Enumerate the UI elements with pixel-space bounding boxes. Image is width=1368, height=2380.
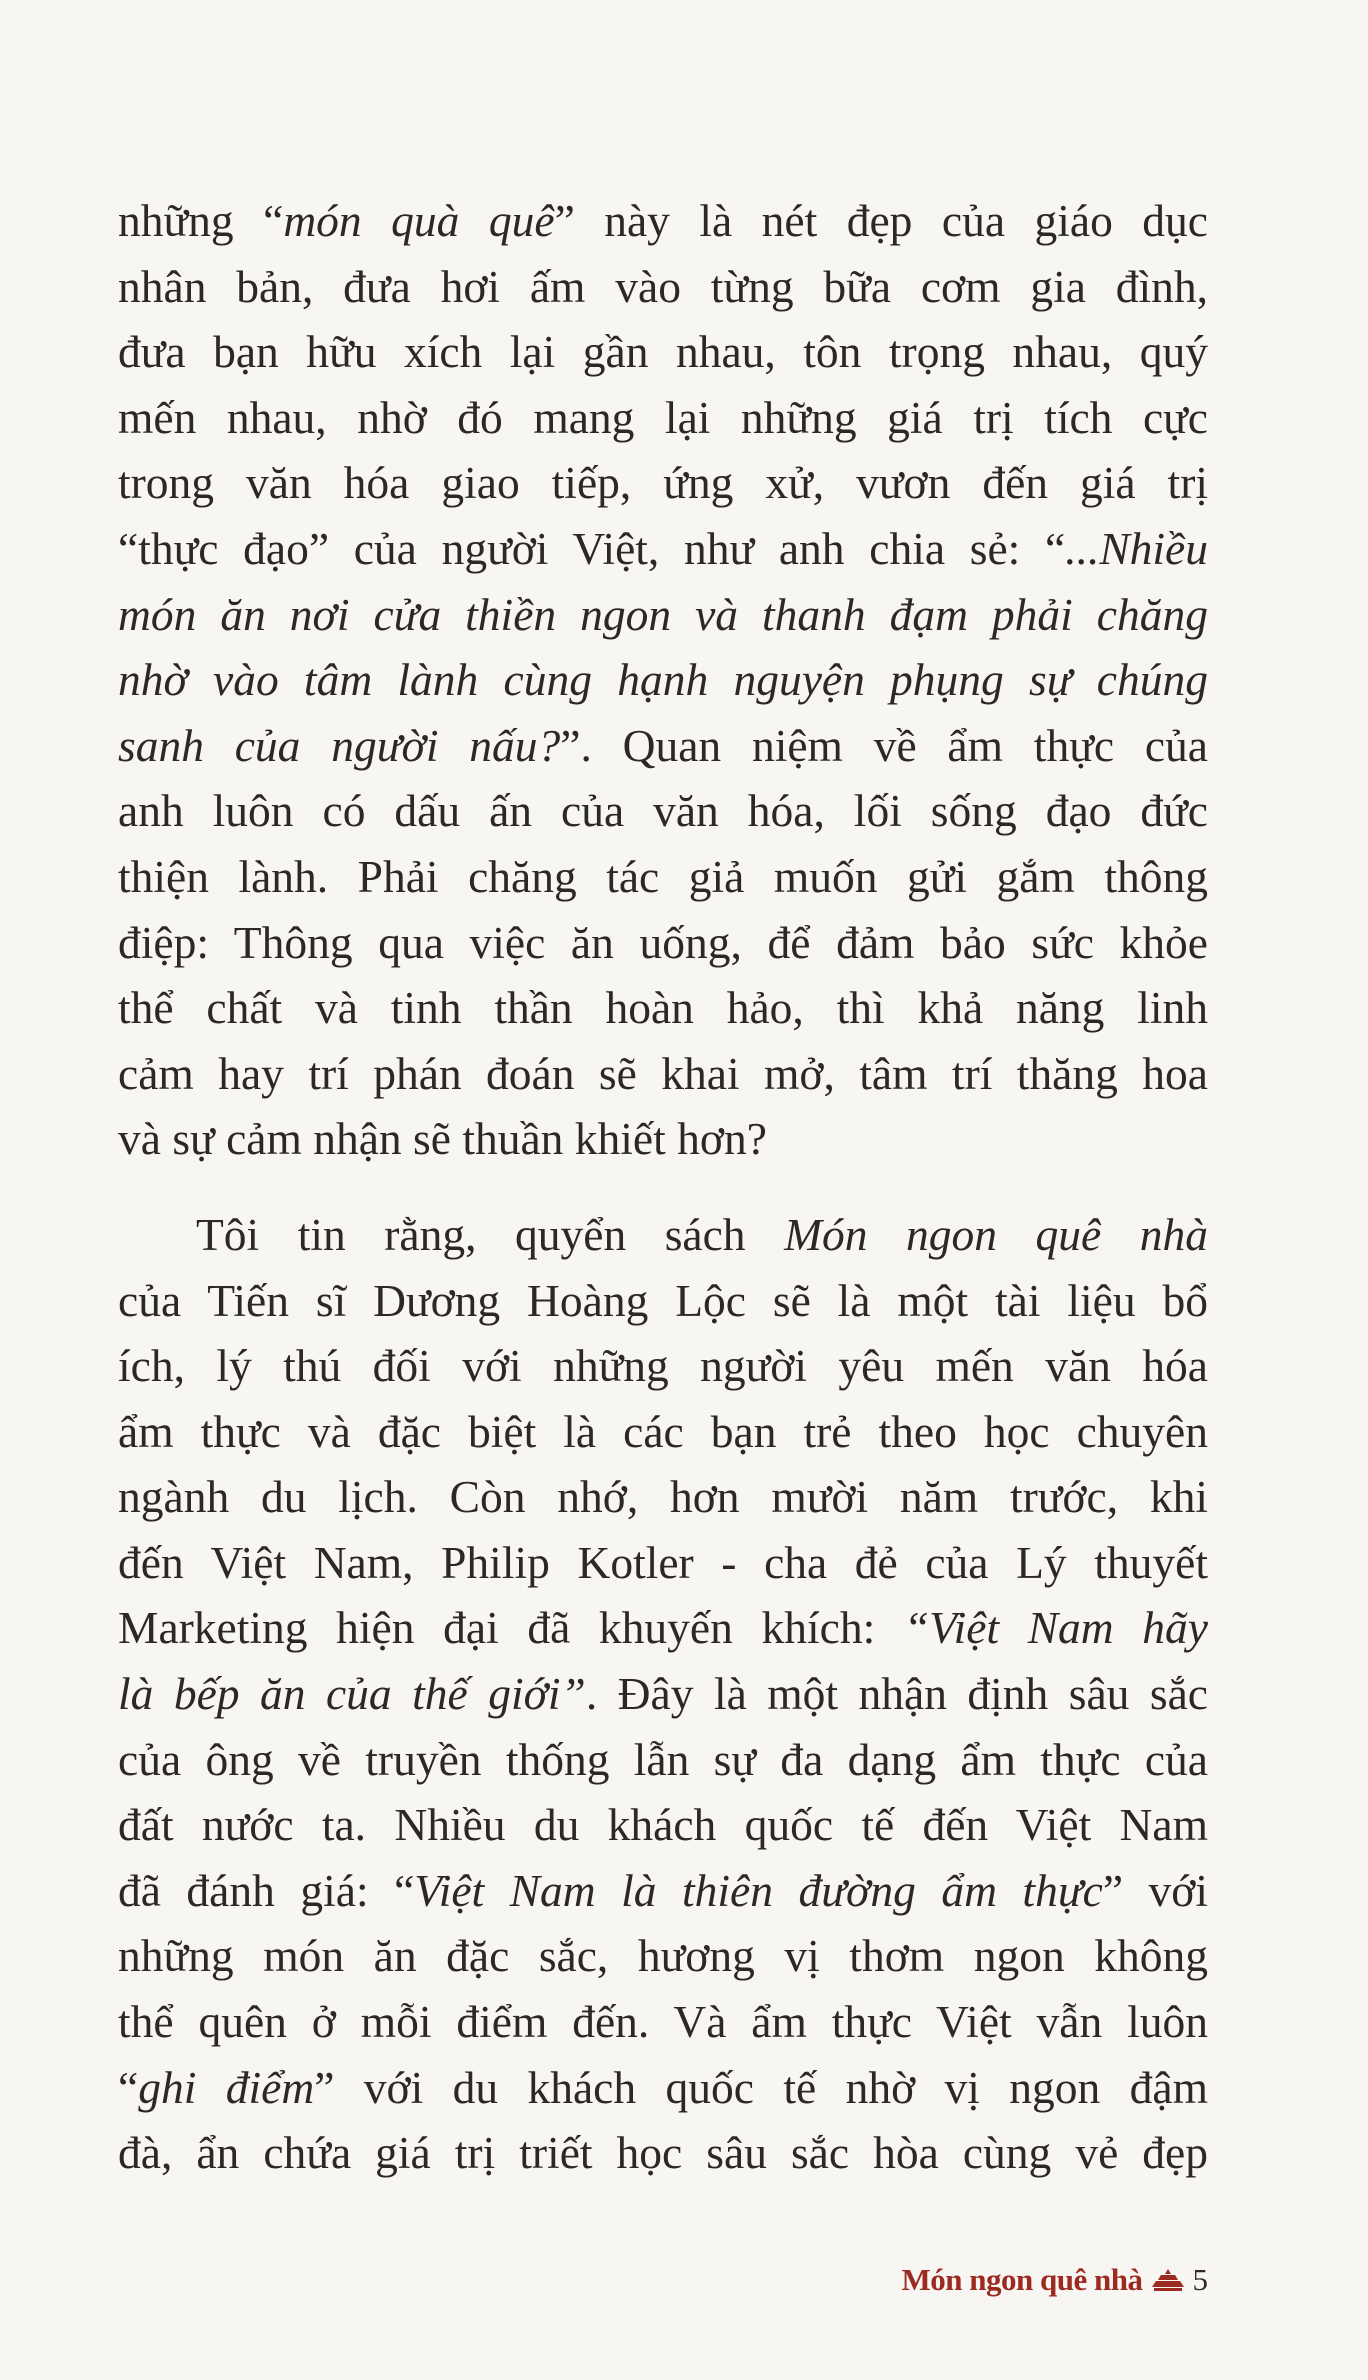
text-line: Marketing hiện đại đã khuyến khích: “Việt Nam hãy [118,1602,1208,1654]
text-line: thể chất và tinh thần hoàn hảo, thì khả năng linh [118,982,1208,1034]
text-line: mến nhau, nhờ đó mang lại những giá trị tích cực [118,391,1208,443]
text-line: đất nước ta. Nhiều du khách quốc tế đến Việt Nam [118,1799,1208,1851]
text-line: trong văn hóa giao tiếp, ứng xử, vươn đến giá trị [118,457,1208,509]
text-line: ngành du lịch. Còn nhớ, hơn mười năm trước, khi [118,1471,1208,1523]
text-line: đưa bạn hữu xích lại gần nhau, tôn trọng nhau, quý [118,326,1208,378]
paragraph-2 [118,1202,1208,2186]
text-line: Tôi tin rằng, quyển sách Món ngon quê nhà [196,1208,1208,1260]
text-line: món ăn nơi cửa thiền ngon và thanh đạm phải chăng [118,588,1208,640]
text-line: nhân bản, đưa hơi ấm vào từng bữa cơm gia đình, [118,260,1208,312]
text-line: ẩm thực và đặc biệt là các bạn trẻ theo học chuyên [118,1405,1208,1457]
text-line: của Tiến sĩ Dương Hoàng Lộc sẽ là một tài liệu bổ [118,1274,1208,1326]
text-line: cảm hay trí phán đoán sẽ khai mở, tâm trí thăng hoa [118,1047,1208,1099]
text-line: ích, lý thú đối với những người yêu mến văn hóa [118,1340,1208,1392]
text-line: của ông về truyền thống lẫn sự đa dạng ẩm thực của [118,1733,1208,1785]
page-number: 5 [1192,2262,1208,2297]
text-line: những món ăn đặc sắc, hương vị thơm ngon không [118,1930,1208,1982]
text-line: “thực đạo” của người Việt, như anh chia sẻ: “...Nhiều [118,522,1208,574]
text-line: và sự cảm nhận sẽ thuần khiết hơn? [118,1113,767,1165]
pagoda-icon [1151,2268,1185,2292]
text-line: anh luôn có dấu ấn của văn hóa, lối sống đạo đức [118,785,1208,837]
text-line: điệp: Thông qua việc ăn uống, để đảm bảo sức khỏe [118,916,1208,968]
paragraph-spacer [118,1172,1208,1202]
running-title: Món ngon quê nhà [901,2262,1143,2297]
text-line: nhờ vào tâm lành cùng hạnh nguyện phụng sự chúng [118,654,1208,706]
text-line: sanh của người nấu?”. Quan niệm về ẩm thực của [118,719,1208,771]
page-footer [902,2262,1208,2298]
text-line: đến Việt Nam, Philip Kotler - cha đẻ của Lý thuyết [118,1536,1208,1588]
text-line: đã đánh giá: “Việt Nam là thiên đường ẩm thực” với [118,1864,1208,1916]
text-line: “ghi điểm” với du khách quốc tế nhờ vị ngon đậm [118,2061,1209,2113]
text-line: đà, ẩn chứa giá trị triết học sâu sắc hòa cùng vẻ đẹp [118,2127,1208,2179]
paragraph-1 [118,188,1208,1172]
text-line: những “món quà quê” này là nét đẹp của giáo dục [118,195,1208,246]
text-line: thể quên ở mỗi điểm đến. Và ẩm thực Việt vẫn luôn [118,1996,1208,2048]
page-body [118,188,1208,2186]
text-line: thiện lành. Phải chăng tác giả muốn gửi gắm thông [118,850,1208,902]
text-line: là bếp ăn của thế giới”. Đây là một nhận định sâu sắc [118,1668,1208,1720]
